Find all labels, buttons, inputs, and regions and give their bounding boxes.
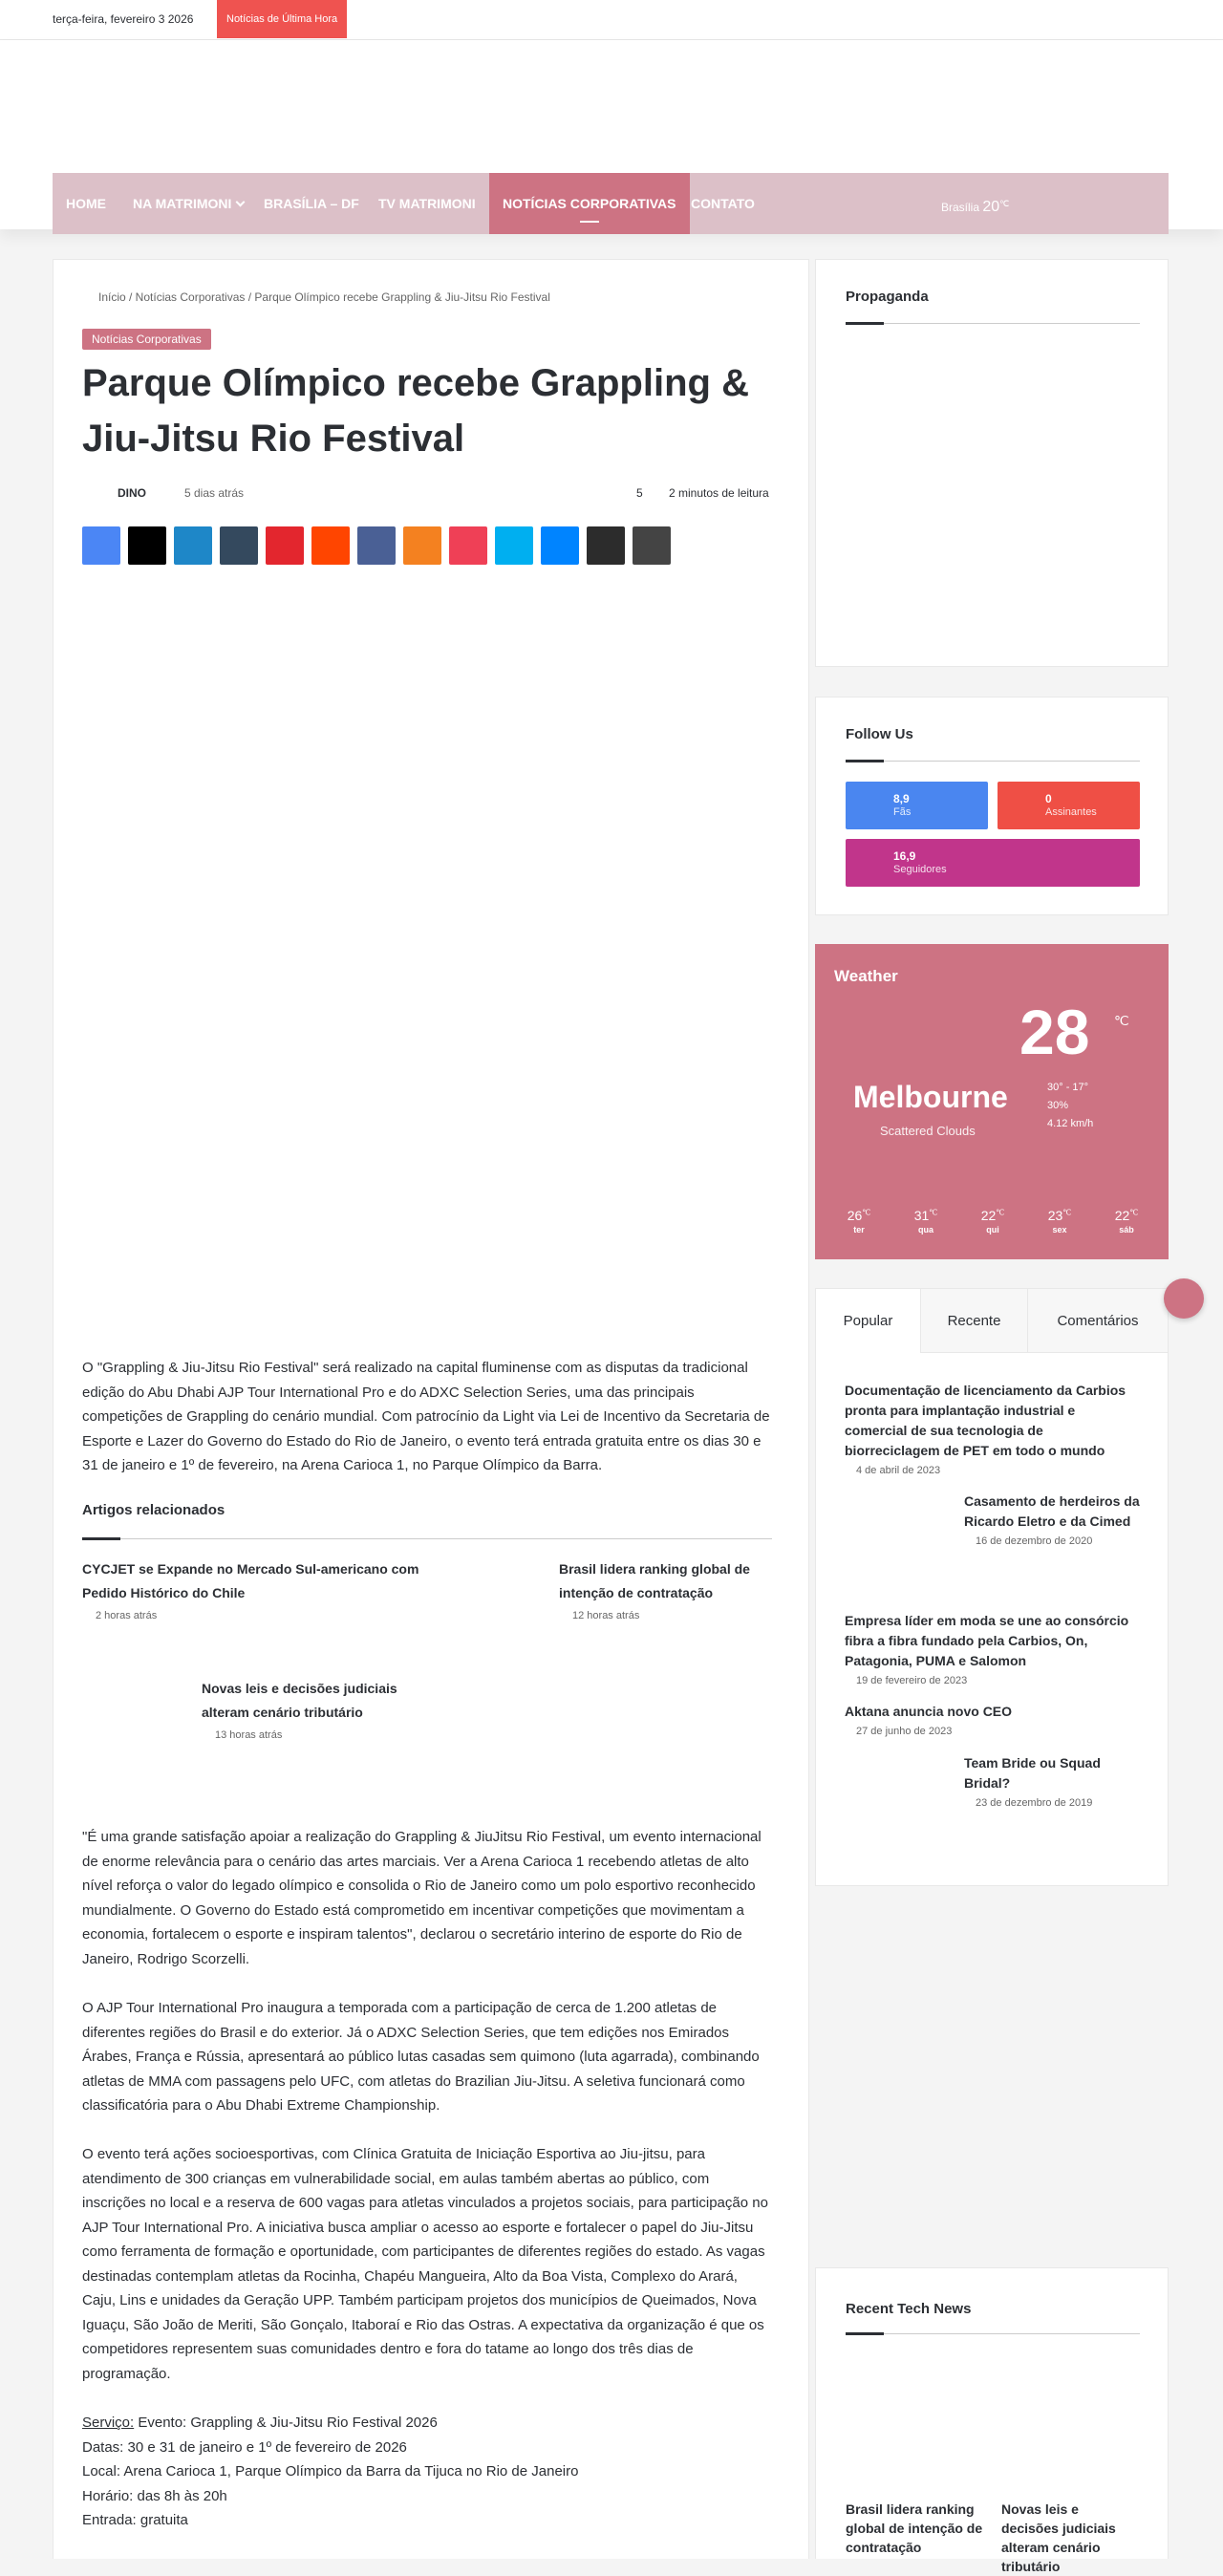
breadcrumb[interactable]: Início / Notícias Corporativas / Parque Olímpico recebe Grappling & Jiu-Jitsu Rio Festival (98, 290, 550, 304)
post-title[interactable]: Empresa líder em moda se une ao consórcio fibra a fibra fundado pela Carbios, On, Patagonia, PUMA e Salomon (845, 1613, 1129, 1668)
forecast-day (840, 1208, 878, 1234)
widget-title: Recent Tech News (846, 2301, 972, 2317)
post-date: 4 de abril de 2023 (856, 1465, 941, 1476)
related-item[interactable] (82, 1557, 426, 1626)
nav-na-matrimoni[interactable] (119, 173, 257, 234)
weather-range: 30° - 17° (1047, 1082, 1089, 1093)
weather-widget (815, 944, 1169, 1259)
article-paragraph: "É uma grande satisfação apoiar a realização do Grappling & JiuJitsu Rio Festival, um evento internacional de enorme relevância para o cenário das artes marciais. Ver a Arena Carioca 1 recebendo atletas de alto nível reforça o valor do legado olímpico e consolida o Rio de Janeiro como um polo esportivo reconhecido mundialmente. O Governo do Estado está comprometido em incentivar competições que movimentam a economia, fortalecem o esporte e inspiram talentos", declarou o secretário interino de esporte do Rio de Janeiro, Rodrigo Scorzelli. (82, 1829, 762, 1967)
vk-share-icon[interactable] (357, 526, 396, 565)
top-bar (0, 0, 1223, 40)
print-share-icon[interactable] (633, 526, 671, 565)
post-date: 23 de dezembro de 2019 (976, 1797, 1093, 1809)
weather-city: Melbourne (853, 1080, 1008, 1114)
tab-recent[interactable]: Recente (921, 1289, 1028, 1353)
forecast-temp: 22 (980, 1208, 997, 1223)
post-title[interactable]: Aktana anuncia novo CEO (845, 1704, 1013, 1719)
list-item[interactable] (845, 1702, 1141, 1741)
divider (82, 1538, 772, 1539)
follow-count: 16,9 (893, 849, 916, 863)
tumblr-share-icon[interactable] (220, 526, 258, 565)
reddit-share-icon[interactable] (311, 526, 350, 565)
chevron-down-icon (236, 198, 246, 207)
divider (846, 323, 1140, 324)
pocket-share-icon[interactable] (449, 526, 487, 565)
service-label: Serviço: (82, 2415, 135, 2431)
widget-title: Propaganda (846, 289, 929, 305)
facebook-share-icon[interactable] (82, 526, 120, 565)
category-badge[interactable]: Notícias Corporativas (82, 329, 211, 350)
article-paragraph: O AJP Tour International Pro inaugura a temporada com a participação de cerca de 1.200 atletas de diferentes regiões do Brasil e do exterior. Já o ADXC Selection Series, que tem edições nos Emirados Árabes, França e Rússia, apresentará ao público lutas casadas sem quimono (luta agarrada), combinando atletas de MMA com passagens pelo UFC, com atletas do Brazilian Jiu-Jitsu. A seletiva funcionará como classificatória para o Abu Dhabi Extreme Championship. (82, 2000, 760, 2114)
related-item[interactable] (202, 1677, 402, 1746)
forecast-day-name: sex (1052, 1225, 1067, 1234)
post-date: 27 de junho de 2023 (856, 1726, 953, 1737)
nav-brasilia[interactable]: BRASÍLIA – DF (264, 196, 359, 211)
forecast-unit: ℃ (862, 1208, 871, 1217)
messenger-share-icon[interactable] (541, 526, 579, 565)
list-item[interactable] (964, 1753, 1141, 1813)
follow-count: 0 (1045, 792, 1052, 805)
widget-title: Follow Us (846, 726, 913, 742)
related-item-time: 2 horas atrás (96, 1610, 158, 1621)
x-share-icon[interactable] (128, 526, 166, 565)
nav-label: NA MATRIMONI (133, 196, 232, 211)
forecast-temp: 22 (1114, 1208, 1130, 1223)
service-info (82, 2411, 578, 2533)
main-nav (53, 173, 1169, 234)
post-date: 16 de dezembro de 2020 (976, 1535, 1093, 1547)
read-time: 2 minutos de leitura (669, 486, 769, 500)
related-articles-header (82, 1502, 772, 1518)
related-item-time: 12 horas atrás (572, 1610, 640, 1621)
nav-home[interactable]: HOME (66, 196, 106, 211)
forecast-day (974, 1208, 1012, 1234)
recent-post-title[interactable]: Brasil lidera ranking global de intenção de contratação (846, 2501, 983, 2555)
tab-comments[interactable]: Comentários (1057, 1313, 1139, 1329)
current-date: terça-feira, fevereiro 3 2026 (53, 12, 194, 26)
forecast-day (1107, 1208, 1146, 1234)
forecast-day-name: qui (986, 1225, 999, 1234)
tab-popular[interactable]: Popular (816, 1289, 921, 1353)
related-title: Artigos relacionados (82, 1502, 225, 1518)
article-paragraph: O "Grappling & Jiu-Jitsu Rio Festival" será realizado na capital fluminense com as disputas da tradicional edição do Abu Dhabi AJP Tour International Pro e do ADXC Selection Series, uma das principais competições de Grappling do cenário mundial. Com patrocínio da Light via Lei de Incentivo da Secretaria de Esporte e Lazer do Governo do Estado do Rio de Janeiro, o evento terá entrada gratuita entre os dias 30 e 31 de janeiro e 1º de fevereiro, na Arena Carioca 1, no Parque Olímpico da Barra. (82, 1360, 770, 1473)
pinterest-share-icon[interactable] (266, 526, 304, 565)
service-event: Evento: Grappling & Jiu-Jitsu Rio Festival 2026 (134, 2415, 438, 2431)
comment-count[interactable]: 5 (636, 486, 643, 500)
follow-label: Fãs (893, 806, 912, 818)
forecast-unit: ℃ (996, 1208, 1005, 1217)
header-weather-city: Brasília (941, 201, 980, 214)
related-item-title[interactable]: CYCJET se Expande no Mercado Sul-americano com Pedido Histórico do Chile (82, 1561, 419, 1600)
divider (846, 761, 1140, 762)
related-item-time: 13 horas atrás (215, 1729, 283, 1741)
forecast-temp: 31 (913, 1208, 930, 1223)
forecast-day (1041, 1208, 1079, 1234)
tab-bar (816, 1289, 1168, 1353)
post-date: 5 dias atrás (184, 486, 245, 500)
forecast-day-name: sáb (1119, 1225, 1134, 1234)
facebook-follow-button[interactable] (846, 782, 988, 829)
weather-title: Weather (834, 967, 898, 985)
header-weather (941, 173, 1009, 234)
nav-tv-matrimoni[interactable]: TV MATRIMONI (378, 196, 476, 211)
page-title: Parque Olímpico recebe Grappling & Jiu-Jitsu Rio Festival (82, 362, 749, 460)
post-date: 19 de fevereiro de 2023 (856, 1675, 968, 1686)
tabbed-posts-widget (815, 1288, 1169, 1886)
weather-temp: 28 (1019, 997, 1090, 1067)
ad-space (82, 585, 770, 1301)
follow-label: Seguidores (893, 864, 947, 875)
ad-widget (815, 259, 1169, 667)
forecast-temp: 26 (847, 1208, 863, 1223)
forecast-unit: ℃ (929, 1208, 938, 1217)
header-weather-unit: ℃ (999, 199, 1010, 208)
list-item[interactable] (964, 1492, 1141, 1551)
service-dates: Datas: 30 e 31 de janeiro e 1º de fevereiro de 2026 (82, 2438, 407, 2456)
related-item[interactable] (559, 1557, 769, 1626)
article-paragraph: O evento terá ações socioesportivas, com Clínica Gratuita de Iniciação Esportiva ao Jiu-jitsu, para atendimento de 300 crianças em vulnerabilidade social, em aulas também abertas ao público, com inscrições no local e a reserva de 600 vagas para atletas vinculados a projetos sociais, para participação no AJP Tour International Pro. A iniciativa busca ampliar o acesso ao esporte e fortalecer o papel do Jiu-Jitsu como ferramenta de formação e oportunidade, com participantes de diferentes regiões do estado. As vagas destinadas contemplam atletas da Rocinha, Chapéu Mangueira, Alto da Boa Vista, Complexo do Arará, Caju, Lins e unidades da Geração UPP. Também participam projetos dos municípios de Queimados, Nova Iguaçu, São João de Meriti, São Gonçalo, Itaboraí e Rio das Ostras. A expectativa da organização é que os competidores representem suas comunidades dentro e fora do tatame ao longo dos três dias de programação. (82, 2146, 768, 2382)
forecast-unit: ℃ (1129, 1208, 1139, 1217)
divider (846, 2333, 1140, 2334)
weather-humidity: 30% (1047, 1100, 1069, 1111)
post-title[interactable]: Documentação de licenciamento da Carbios pronta para implantação industrial e comercial de sua tecnologia de biorreciclagem de PET em todo o mundo (845, 1383, 1126, 1458)
active-indicator (580, 221, 599, 223)
youtube-follow-button[interactable] (998, 782, 1140, 829)
skype-share-icon[interactable] (495, 526, 533, 565)
related-item-title[interactable]: Brasil lidera ranking global de intenção de contratação (559, 1561, 750, 1600)
service-entry: Entrada: gratuita (82, 2512, 188, 2528)
floating-action-button[interactable] (1164, 1278, 1204, 1319)
nav-contato[interactable]: CONTATO (691, 196, 755, 211)
service-local: Local: Arena Carioca 1, Parque Olímpico da Barra da Tijuca no Rio de Janeiro (82, 2463, 579, 2479)
odnoklassniki-share-icon[interactable] (403, 526, 441, 565)
header-weather-temp: 20 (982, 199, 1000, 215)
nav-label: NOTÍCIAS CORPORATIVAS (503, 196, 676, 211)
article-card (53, 259, 809, 2559)
follow-count: 8,9 (893, 792, 910, 805)
instagram-follow-button[interactable] (846, 839, 1140, 887)
linkedin-share-icon[interactable] (174, 526, 212, 565)
breaking-news-label[interactable]: Notícias de Última Hora (217, 0, 347, 38)
post-title[interactable]: Team Bride ou Squad Bridal? (964, 1755, 1101, 1791)
nav-noticias-corporativas[interactable] (489, 173, 690, 234)
weather-desc: Scattered Clouds (880, 1124, 976, 1138)
forecast-unit: ℃ (1062, 1208, 1072, 1217)
weather-unit: ℃ (1114, 1013, 1129, 1028)
forecast-day-name: ter (853, 1225, 865, 1234)
follow-label: Assinantes (1045, 806, 1097, 818)
forecast-day (907, 1208, 945, 1234)
follow-widget (815, 697, 1169, 915)
post-title[interactable]: Casamento de herdeiros da Ricardo Eletro e da Cimed (964, 1493, 1140, 1529)
list-item[interactable] (845, 1611, 1141, 1690)
recent-post-title[interactable]: Novas leis e decisões judiciais alteram cenário tributário (1001, 2501, 1116, 2574)
service-hours: Horário: das 8h às 20h (82, 2487, 227, 2504)
recent-tech-widget (815, 2267, 1169, 2574)
author-link[interactable]: DINO (118, 486, 146, 500)
forecast-day-name: qua (917, 1225, 933, 1234)
email-share-icon[interactable] (587, 526, 625, 565)
forecast-temp: 23 (1047, 1208, 1063, 1223)
related-item-title[interactable]: Novas leis e decisões judiciais alteram cenário tributário (202, 1681, 397, 1720)
list-item[interactable] (845, 1381, 1141, 1480)
weather-wind: 4.12 km/h (1047, 1118, 1094, 1129)
